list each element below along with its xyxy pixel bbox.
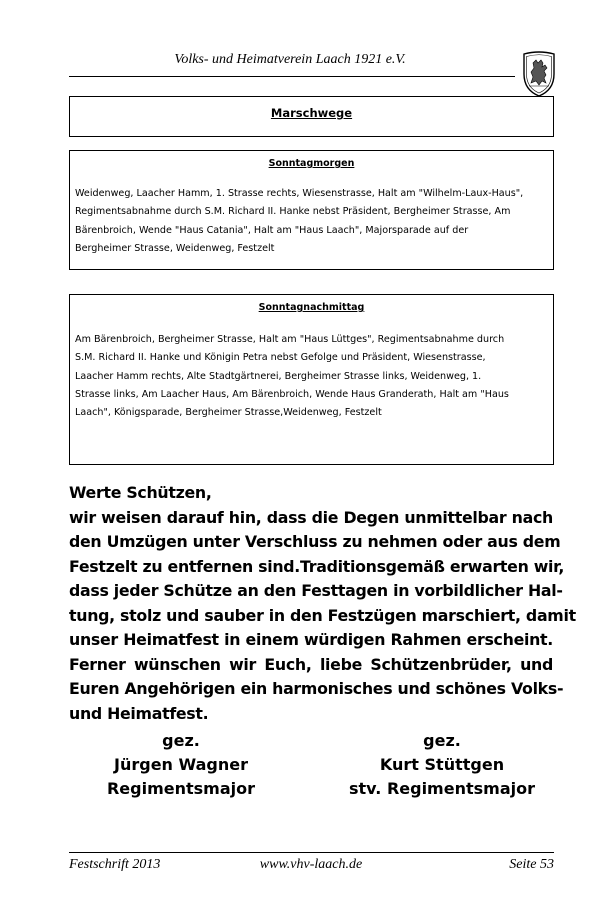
signature-left	[71, 729, 291, 801]
sonntagmorgen-box	[69, 150, 554, 270]
signature-right	[332, 729, 552, 801]
footer-publication: Festschrift 2013	[69, 857, 161, 872]
route-line: Laach", Königsparade, Bergheimer Strasse,Weidenweg, Festzelt	[75, 407, 382, 419]
route-line: Weidenweg, Laacher Hamm, 1. Strasse rechts, Wiesenstrasse, Halt am "Wilhelm-Laux-Haus",	[75, 188, 524, 199]
signature-role: stv. Regimentsmajor	[349, 779, 535, 798]
signature-gez: gez.	[162, 731, 200, 750]
notice-line: wir weisen darauf hin, dass die Degen unmittelbar nach	[69, 507, 553, 527]
coat-of-arms-icon	[521, 50, 557, 98]
notice-line: Werte Schützen,	[69, 483, 212, 502]
notice-line: Ferner wünschen wir Euch, liebe Schützenbrüder, und	[69, 654, 553, 674]
sonntagnachmittag-route	[70, 331, 553, 422]
sonntagnachmittag-heading: Sonntagnachmittag	[258, 302, 365, 313]
marschwege-heading: Marschwege	[270, 106, 353, 120]
signature-gez: gez.	[423, 731, 461, 750]
notice-line: Festzelt zu entfernen sind.Traditionsgemäß erwarten wir,	[69, 556, 565, 576]
notice-line: tung, stolz und sauber in den Festzügen marschiert, damit	[69, 605, 576, 625]
route-line: Am Bärenbroich, Bergheimer Strasse, Halt am "Haus Lüttges", Regimentsabnahme durch	[75, 334, 505, 345]
marschwege-box	[69, 96, 554, 137]
route-line: Bergheimer Strasse, Weidenweg, Festzelt	[75, 242, 275, 254]
route-line: Strasse links, Am Laacher Haus, Am Bärenbroich, Wende Haus Granderath, Halt am "Haus	[75, 388, 509, 400]
route-line: Bärenbroich, Wende "Haus Catania", Halt am "Haus Laach", Majorsparade auf der	[75, 224, 469, 236]
signature-role: Regimentsmajor	[106, 779, 256, 798]
notice-line: unser Heimatfest in einem würdigen Rahmen erscheint.	[69, 630, 553, 649]
sonntagmorgen-heading: Sonntagmorgen	[268, 158, 355, 169]
signature-name: Jürgen Wagner	[114, 755, 248, 774]
footer-website: www.vhv-laach.de	[259, 857, 363, 872]
route-line: S.M. Richard II. Hanke und Königin Petra nebst Gefolge und Präsident, Wiesenstrasse,	[75, 352, 486, 364]
footer-page-number: Seite 53	[509, 857, 554, 872]
sonntagnachmittag-box	[69, 294, 554, 465]
route-line: Regimentsabnahme durch S.M. Richard II. Hanke nebst Präsident, Bergheimer Strasse, Am	[75, 206, 511, 218]
notice-line: dass jeder Schütze an den Festtagen in vorbildlicher Hal-	[69, 581, 563, 600]
notice-text	[69, 481, 576, 726]
notice-line: Euren Angehörigen ein harmonisches und schönes Volks-	[69, 679, 564, 698]
sonntagmorgen-route	[70, 185, 553, 258]
notice-line: und Heimatfest.	[69, 703, 209, 723]
header-divider	[69, 76, 515, 77]
route-line: Laacher Hamm rechts, Alte Stadtgärtnerei, Bergheimer Strasse links, Weidenweg, 1.	[75, 370, 482, 382]
signature-name: Kurt Stüttgen	[379, 755, 505, 774]
footer-divider	[69, 852, 554, 853]
notice-line: den Umzügen unter Verschluss zu nehmen oder aus dem	[69, 532, 561, 551]
header-title: Volks- und Heimatverein Laach 1921 e.V.	[174, 52, 406, 67]
